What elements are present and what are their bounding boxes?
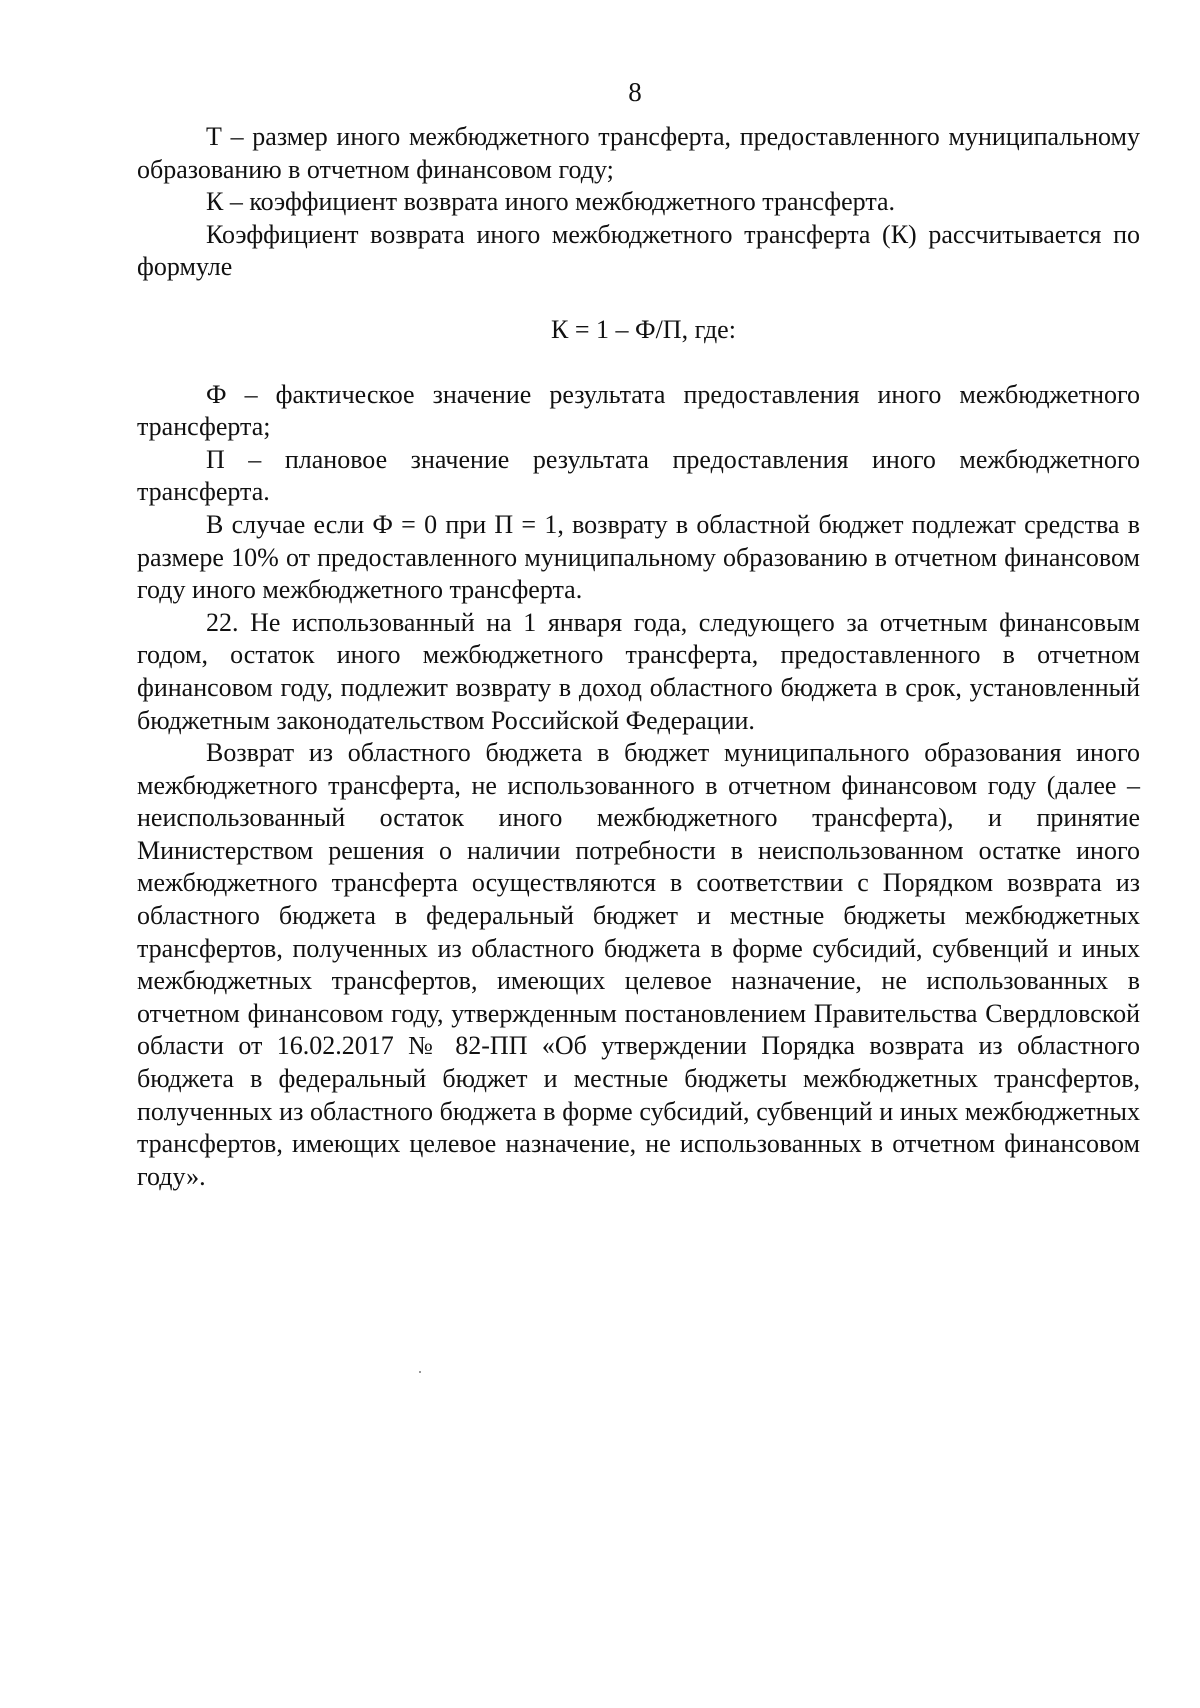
page-number: 8 — [628, 77, 642, 107]
scan-speck — [419, 1371, 421, 1373]
paragraph-k-intro: Коэффициент возврата иного межбюджетного трансферта (К) рассчитывается по формуле — [137, 219, 1140, 282]
paragraph-special-case: В случае если Ф = 0 при П = 1, возврату в областной бюджет подлежат средства в размере 10% от предоставленного муниципальному образованию в отчетном финансовом году иного межбюджетного трансферта. — [137, 509, 1140, 605]
paragraph-p-definition: П – плановое значение результата предоставления иного межбюджетного трансферта. — [137, 444, 1140, 507]
paragraph-return-procedure: Возврат из областного бюджета в бюджет муниципального образования иного межбюджетного трансферта, не использованного в отчетном финансовом году (далее – неиспользованный остаток иного межбюджетного трансферта), и принятие Министерством решения о наличии потребности в неиспользованном остатке иного межбюджетного трансферта осуществляются в соответствии с Порядком возврата из областного бюджета в федеральный бюджет и местные бюджеты межбюджетных трансфертов, полученных из областного бюджета в форме субсидий, субвенций и иных межбюджетных трансфертов, имеющих целевое назначение, не использованных в отчетном финансовом году, утвержденным постановлением Правительства Свердловской области от 16.02.2017 № 82-ПП «Об утверждении Порядка возврата из областного бюджета в федеральный бюджет и местные бюджеты межбюджетных трансфертов, полученных из областного бюджета в форме субсидий, субвенций и иных межбюджетных трансфертов, имеющих целевое назначение, не использованных в отчетном финансовом году». — [137, 738, 1140, 1191]
formula: К = 1 – Ф/П, где: — [551, 314, 736, 344]
document-body — [137, 121, 1140, 1193]
paragraph-clause-22: 22. Не использованный на 1 января года, следующего за отчетным финансовым годом, остаток иного межбюджетного трансферта, предоставленного в отчетном финансовом году, подлежит возврату в доход областного бюджета в срок, установленный бюджетным законодательством Российской Федерации. — [137, 607, 1140, 735]
paragraph-t-definition: Т – размер иного межбюджетного трансферта, предоставленного муниципальному образованию в отчетном финансовом году; — [137, 122, 1140, 184]
paragraph-k-definition: К – коэффициент возврата иного межбюджетного трансферта. — [206, 187, 896, 217]
paragraph-f-definition: Ф – фактическое значение результата предоставления иного межбюджетного трансферта; — [137, 379, 1140, 442]
